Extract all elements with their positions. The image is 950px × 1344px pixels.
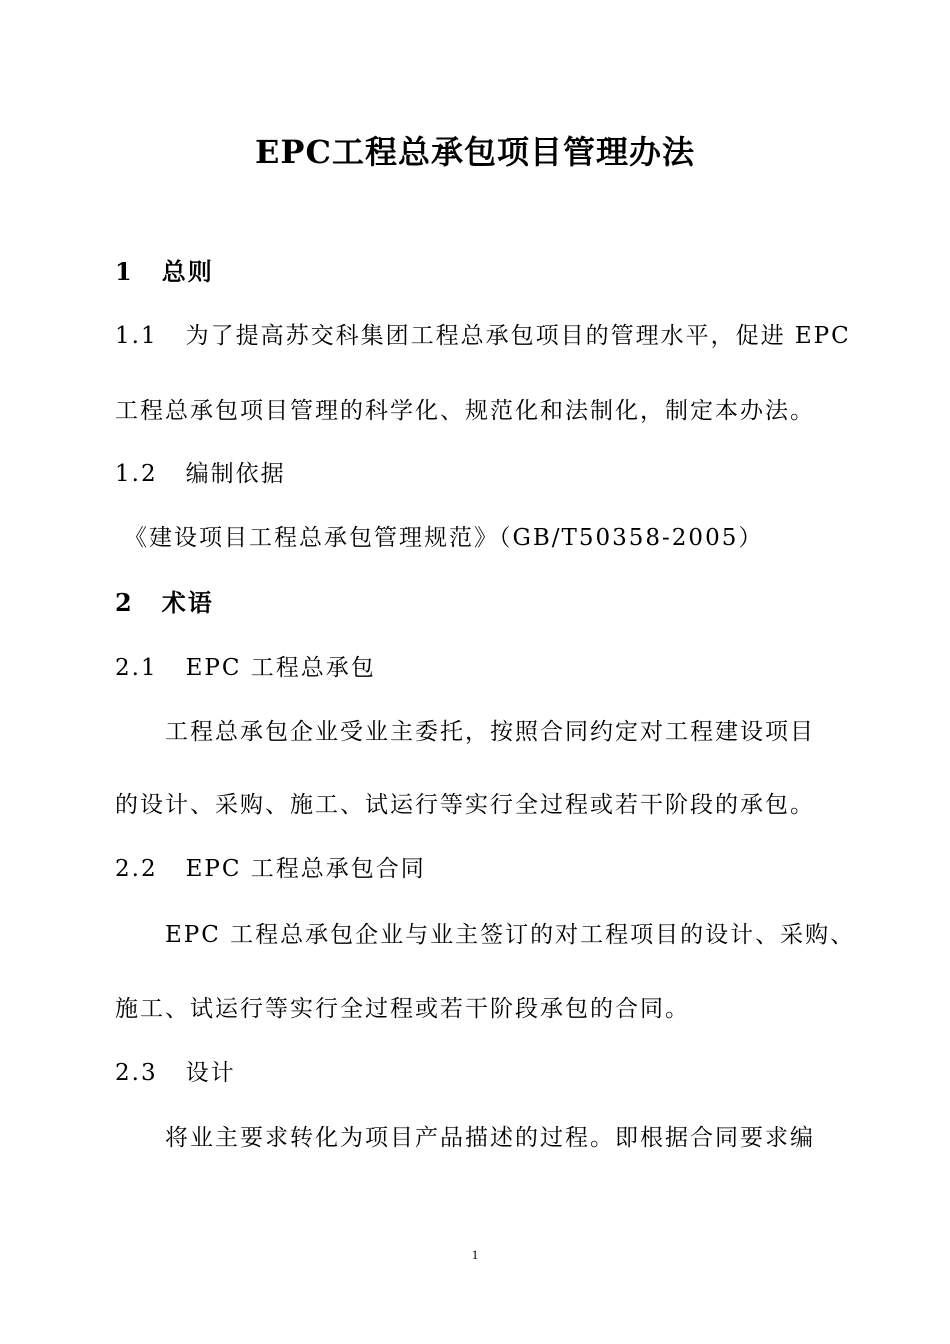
clause-2-1-heading: [115, 652, 376, 684]
clause-2-2-line-1: EPC 工程总承包企业与业主签订的对工程项目的设计、采购、: [165, 922, 856, 948]
clause-1-1-line-2: 工程总承包项目管理的科学化、规范化和法制化，制定本办法。: [115, 398, 815, 424]
clause-text: 为了提高苏交科集团工程总承包项目的管理水平，促进 EPC: [185, 323, 851, 349]
clause-1-1-line-1: [115, 320, 851, 352]
clause-title: 编制依据: [185, 461, 286, 487]
clause-2-1-line-1: 工程总承包企业受业主委托，按照合同约定对工程建设项目: [165, 719, 815, 745]
clause-2-3-heading: [115, 1057, 236, 1089]
section-title: 总则: [161, 257, 214, 286]
page-number: 1: [471, 1247, 479, 1262]
section-number: 2: [115, 588, 134, 617]
section-2-heading: [115, 587, 214, 619]
clause-2-2-heading: [115, 853, 426, 885]
clause-1-2-heading: [115, 458, 286, 490]
clause-number: 2.1: [115, 655, 158, 681]
clause-title: EPC 工程总承包合同: [185, 856, 426, 882]
clause-number: 1.2: [115, 461, 158, 487]
section-title: 术语: [161, 588, 214, 617]
clause-number: 2.2: [115, 856, 158, 882]
clause-number: 2.3: [115, 1060, 158, 1086]
clause-number: 1.1: [115, 323, 158, 349]
clause-2-3-line-1: 将业主要求转化为项目产品描述的过程。即根据合同要求编: [165, 1125, 815, 1151]
section-number: 1: [115, 257, 134, 286]
document-title: EPC工程总承包项目管理办法: [255, 133, 695, 171]
clause-1-2-citation: 《建设项目工程总承包管理规范》（GB/T50358-2005）: [124, 525, 764, 551]
clause-title: EPC 工程总承包: [185, 655, 376, 681]
section-1-heading: [115, 256, 214, 288]
clause-2-2-line-2: 施工、试运行等实行全过程或若干阶段承包的合同。: [115, 996, 690, 1022]
clause-2-1-line-2: 的设计、采购、施工、试运行等实行全过程或若干阶段的承包。: [115, 792, 815, 818]
clause-title: 设计: [185, 1060, 236, 1086]
